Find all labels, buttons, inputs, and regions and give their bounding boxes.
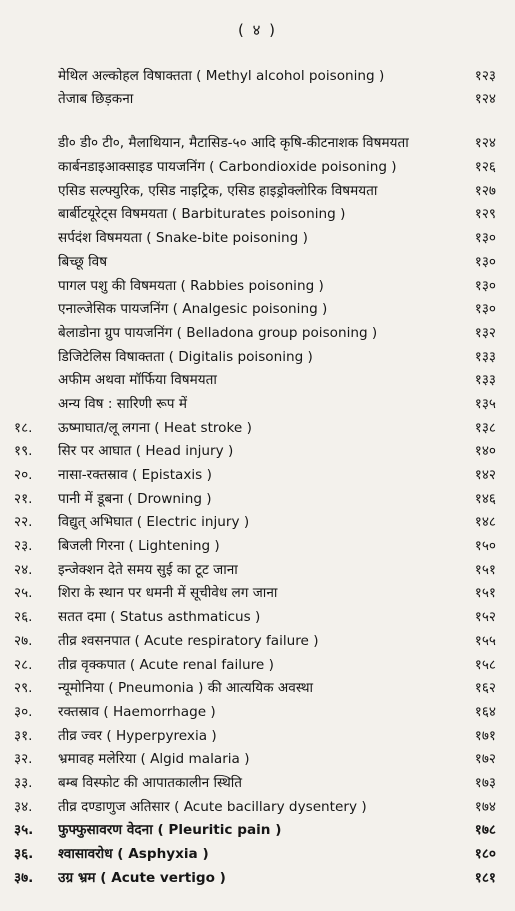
page-number: ( ४ ) <box>237 21 278 39</box>
entry-page: १४२ <box>474 467 496 483</box>
entry-title: बेलाडोना ग्रुप पायजनिंग ( Belladona group poisoning ) <box>58 324 378 341</box>
entry-number: २५. <box>14 585 33 602</box>
entry-page: १३० <box>474 230 496 247</box>
toc-entry-methyl-alcohol <box>14 62 496 86</box>
entry-page: १४८ <box>474 514 496 531</box>
entry-number: ३३. <box>14 774 33 791</box>
toc-entry-acute-vertigo <box>14 864 496 888</box>
toc-entry-acids <box>14 177 496 201</box>
entry-title: अन्य विष : सारिणी रूप में <box>58 395 187 412</box>
toc-entry-barbiturates <box>14 201 496 225</box>
entry-page: १८१ <box>474 869 496 886</box>
toc-entry-pneumonia <box>14 675 496 699</box>
entry-number: ३६. <box>14 846 34 862</box>
toc-entry-drowning <box>14 485 496 509</box>
entry-title: फुफ्फुसावरण वेदना ( Pleuritic pain ) <box>58 822 282 839</box>
toc-entry-heat-stroke <box>14 414 496 438</box>
entry-page: १३२ <box>474 324 496 341</box>
entry-title: डिजिटेलिस विषाक्तता ( Digitalis poisoning ) <box>58 348 313 365</box>
entry-number: ३५. <box>14 822 34 839</box>
entry-page: १५२ <box>474 609 496 626</box>
toc-entry-rabies <box>14 272 496 296</box>
toc-entry-head-injury <box>14 438 496 462</box>
entry-number: २८. <box>14 656 33 673</box>
entry-title: न्यूमोनिया ( Pneumonia ) की आत्ययिक अवस्था <box>58 680 314 697</box>
table-of-contents <box>14 62 496 888</box>
entry-page: १७८ <box>474 822 496 839</box>
entry-title: विद्युत् अभिघात ( Electric injury ) <box>58 514 250 531</box>
entry-title: पानी में डूबना ( Drowning ) <box>58 490 212 507</box>
entry-title: भ्रमावह मलेरिया ( Algid malaria ) <box>58 751 250 768</box>
toc-entry-renal-failure <box>14 651 496 675</box>
entry-page: १२९ <box>474 206 496 223</box>
entry-page: १७३ <box>474 774 496 791</box>
toc-entry-haemorrhage <box>14 698 496 722</box>
entry-title: एसिड सल्फ्युरिक, एसिड नाइट्रिक, एसिड हाइड्रोक्लोरिक विषमयता <box>58 182 378 199</box>
entry-page: १३० <box>474 301 496 318</box>
entry-number: २१. <box>14 490 33 507</box>
entry-page: १५१ <box>474 585 496 602</box>
entry-page: १२३ <box>474 67 496 84</box>
entry-page: १४६ <box>474 490 496 507</box>
toc-entry-respiratory-failure <box>14 627 496 651</box>
entry-title: नासा-रक्तस्राव ( Epistaxis ) <box>58 467 212 483</box>
toc-entry-co2 <box>14 153 496 177</box>
entry-number: २३. <box>14 538 33 555</box>
toc-entry-needle-break <box>14 556 496 580</box>
entry-title: तीव्र ज्वर ( Hyperpyrexia ) <box>58 727 217 744</box>
entry-title: शिरा के स्थान पर धमनी में सूचीवेध लग जाना <box>58 585 278 602</box>
entry-page: १७४ <box>474 798 496 815</box>
toc-entry-arterial-puncture <box>14 580 496 604</box>
toc-entry-pleuritic-pain <box>14 817 496 841</box>
entry-number: १९. <box>14 443 33 460</box>
toc-entry-belladona <box>14 319 496 343</box>
entry-number: १८. <box>14 419 33 436</box>
entry-title: तीव्र दण्डाणुज अतिसार ( Acute bacillary dysentery ) <box>58 798 367 815</box>
toc-entry-asphyxia <box>14 840 496 864</box>
toc-entry-hyperpyrexia <box>14 722 496 746</box>
entry-page: १७१ <box>474 727 496 744</box>
toc-entry-pesticide <box>14 109 496 153</box>
entry-number: ३७. <box>14 869 34 886</box>
entry-title: सिर पर आघात ( Head injury ) <box>58 443 234 460</box>
entry-page: १५५ <box>474 632 496 649</box>
toc-entry-lightening <box>14 532 496 556</box>
entry-page: १३० <box>474 253 496 270</box>
entry-number: २४. <box>14 561 33 578</box>
entry-page: १३८ <box>474 419 496 436</box>
entry-page: १३३ <box>474 372 496 389</box>
toc-entry-acid-splash <box>14 86 496 110</box>
entry-title: मेथिल अल्कोहल विषाक्तता ( Methyl alcohol poisoning ) <box>58 67 385 84</box>
toc-entry-digitalis <box>14 343 496 367</box>
entry-title: सर्पदंश विषमयता ( Snake-bite poisoning ) <box>58 230 308 247</box>
entry-title: तीव्र वृक्कपात ( Acute renal failure ) <box>58 656 274 673</box>
entry-title: बिजली गिरना ( Lightening ) <box>58 538 220 555</box>
toc-entry-other-poisons <box>14 390 496 414</box>
entry-title: उग्र भ्रम ( Acute vertigo ) <box>58 869 226 886</box>
entry-page: १३३ <box>474 348 496 365</box>
entry-title: पागल पशु की विषमयता ( Rabbies poisoning ) <box>58 277 324 294</box>
toc-entry-algid-malaria <box>14 746 496 770</box>
entry-title: एनाल्जेसिक पायजनिंग ( Analgesic poisoning ) <box>58 301 328 318</box>
entry-title: ऊष्माघात/लू लगना ( Heat stroke ) <box>58 419 252 436</box>
toc-entry-status-asthmaticus <box>14 603 496 627</box>
entry-number: ३२. <box>14 751 33 768</box>
entry-title: बार्बीटयूरेट्स विषमयता ( Barbiturates poisoning ) <box>58 206 346 223</box>
toc-entry-bomb-blast <box>14 769 496 793</box>
entry-page: १५८ <box>474 656 496 673</box>
toc-entry-dysentery <box>14 793 496 817</box>
entry-page: १२७ <box>474 182 496 199</box>
entry-number: ३०. <box>14 703 33 720</box>
entry-page: १२४ <box>474 91 496 108</box>
entry-page: १६४ <box>474 703 496 720</box>
entry-number: २२. <box>14 514 33 531</box>
entry-page: १३५ <box>474 395 496 412</box>
entry-page: १५० <box>474 538 496 555</box>
entry-title: तीव्र श्वसनपात ( Acute respiratory failure ) <box>58 632 319 649</box>
entry-number: २९. <box>14 680 33 697</box>
entry-title: बम्ब विस्फोट की आपातकालीन स्थिति <box>58 774 243 791</box>
entry-title: अफीम अथवा मॉर्फिया विषमयता <box>58 372 217 389</box>
toc-entry-epistaxis <box>14 461 496 485</box>
entry-number: ३१. <box>14 727 33 744</box>
entry-number: २०. <box>14 467 33 483</box>
entry-title: कार्बनडाइआक्साइड पायजनिंग ( Carbondioxide poisoning ) <box>58 159 397 176</box>
entry-number: २६. <box>14 609 33 626</box>
entry-page: १७२ <box>474 751 496 768</box>
entry-page: १६२ <box>474 680 496 697</box>
entry-title: श्वासावरोध ( Asphyxia ) <box>58 846 209 862</box>
entry-number: ३४. <box>14 798 33 815</box>
entry-page: १३० <box>474 277 496 294</box>
toc-entry-snake-bite <box>14 224 496 248</box>
entry-title: इन्जेक्शन देते समय सुई का टूट जाना <box>58 561 238 578</box>
toc-entry-electric-injury <box>14 509 496 533</box>
entry-page: १२४ <box>474 135 496 152</box>
entry-page: १४० <box>474 443 496 460</box>
entry-number: २७. <box>14 632 33 649</box>
entry-page: १२६ <box>474 159 496 176</box>
entry-title: डी० डी० टी०, मैलाथियान, मैटासिड-५० आदि कृषि-कीटनाशक विषमयता <box>58 135 409 152</box>
entry-page: १५१ <box>474 561 496 578</box>
entry-title: सतत दमा ( Status asthmaticus ) <box>58 609 261 626</box>
entry-title: बिच्छू विष <box>58 253 108 270</box>
toc-entry-scorpion <box>14 248 496 272</box>
toc-entry-analgesic <box>14 296 496 320</box>
entry-title: रक्तस्राव ( Haemorrhage ) <box>58 703 216 720</box>
entry-page: १८० <box>474 846 496 862</box>
entry-title: तेजाब छिड़कना <box>58 91 134 108</box>
toc-entry-opium <box>14 367 496 391</box>
